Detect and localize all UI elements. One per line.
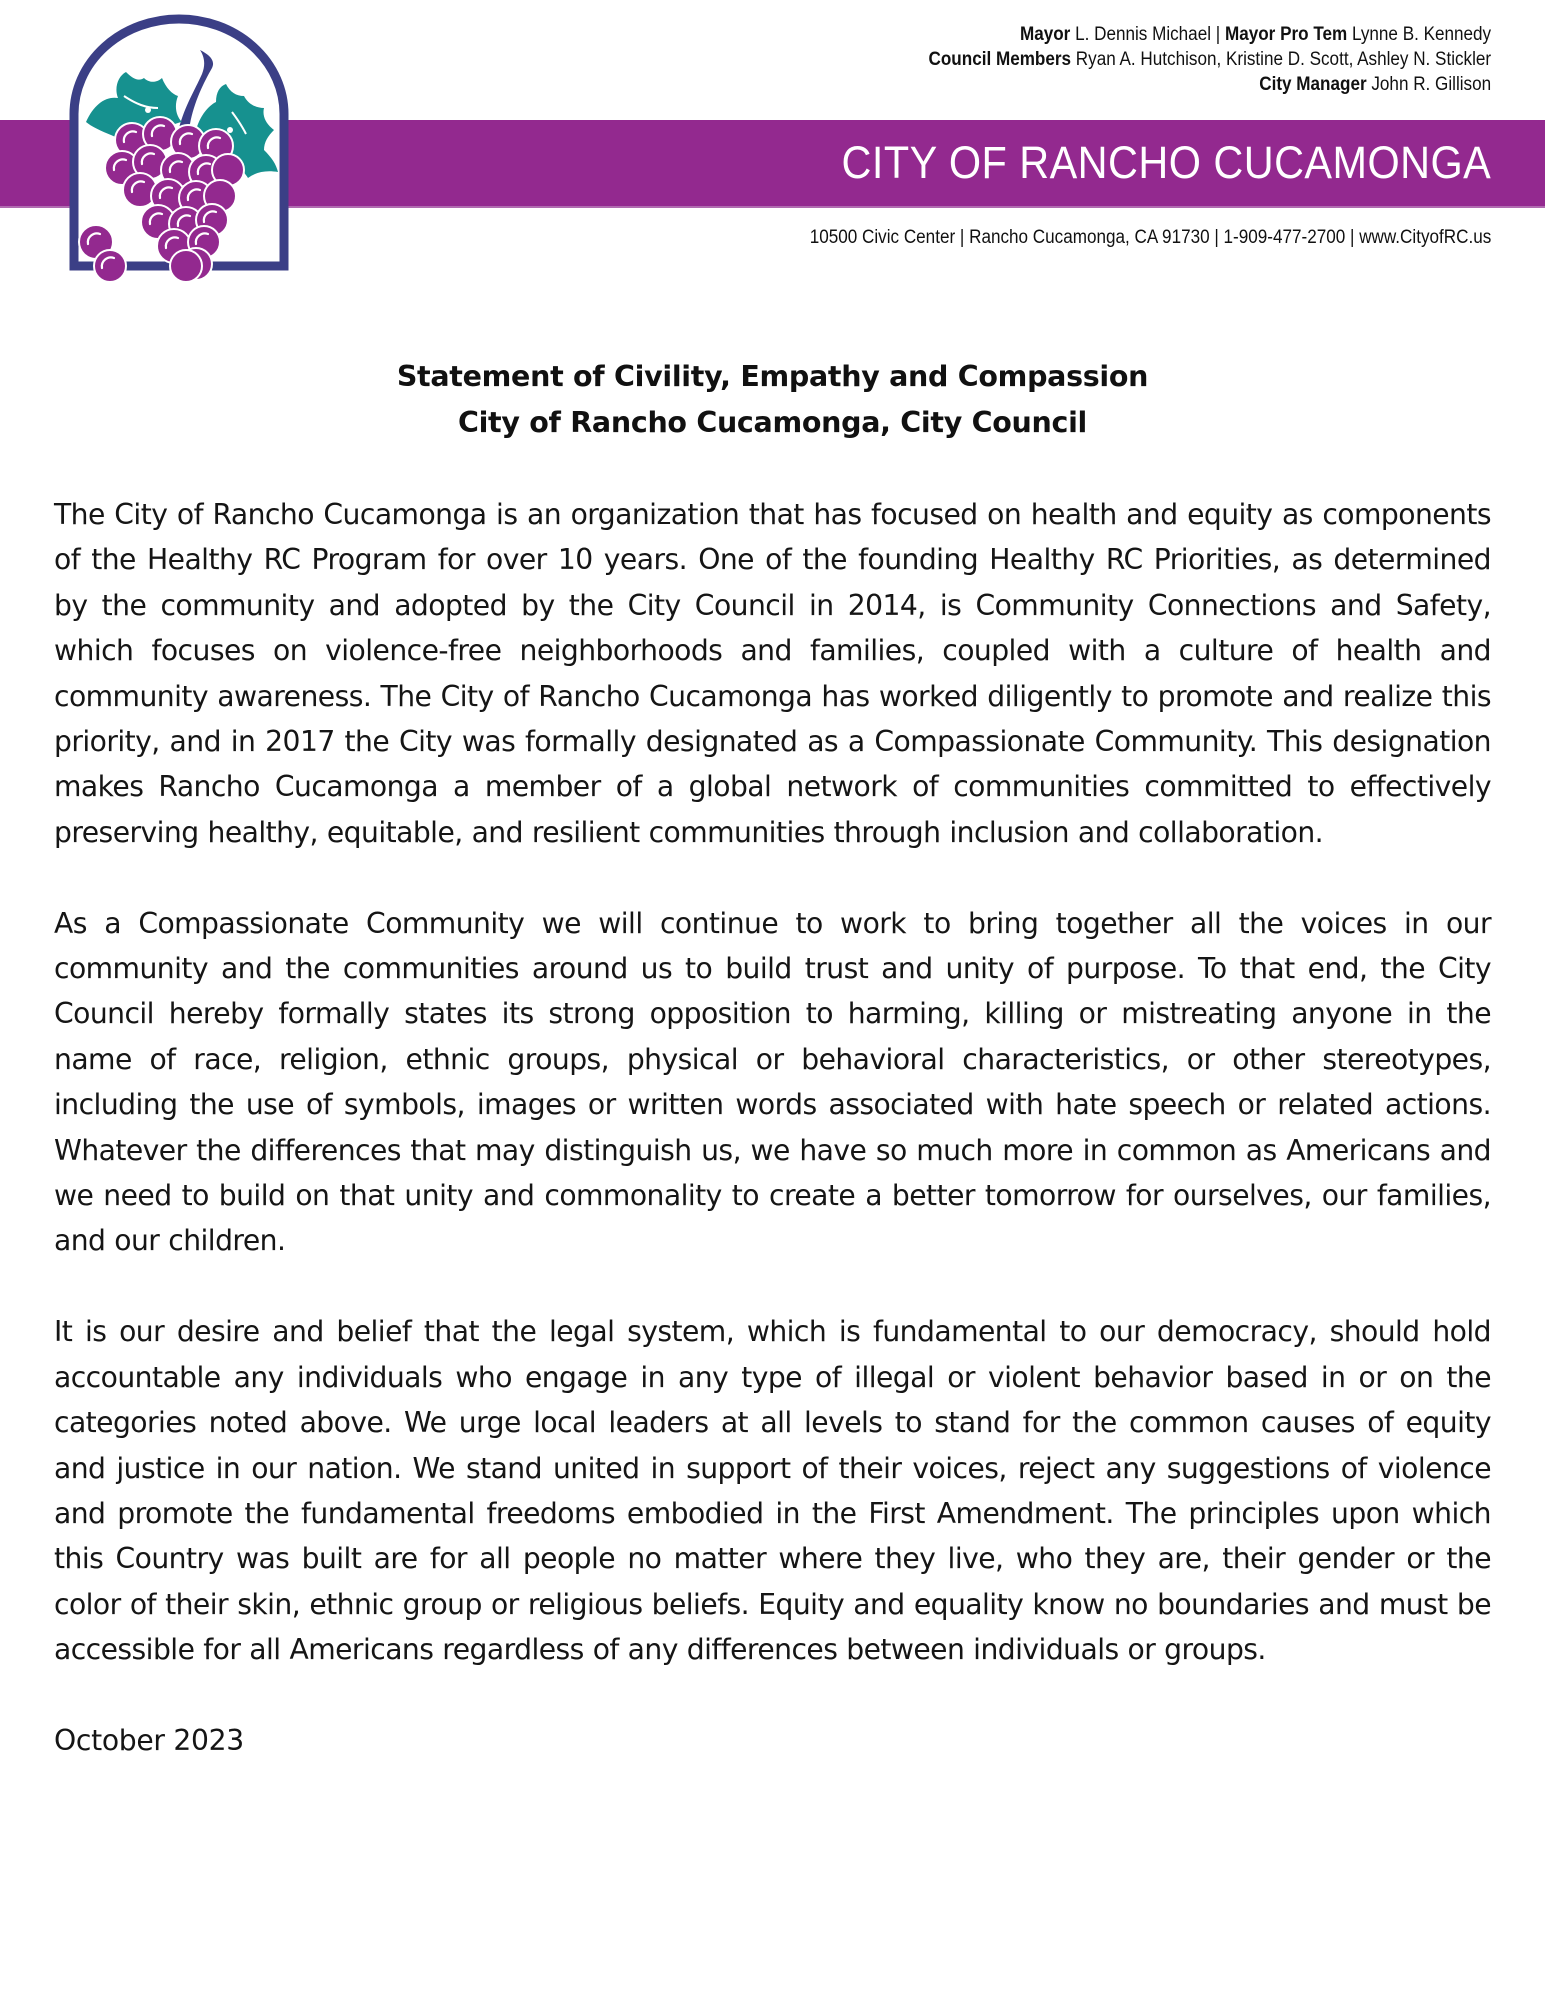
title-line-1: Statement of Civility, Empathy and Compassion (396, 360, 1149, 393)
letterhead (0, 0, 1545, 290)
city-manager-name: John R. Gillison (1371, 74, 1491, 95)
mayor-role: Mayor (1019, 24, 1071, 45)
council-members-names: Ryan A. Hutchison, Kristine D. Scott, Ashley N. Stickler (1075, 49, 1491, 70)
paragraph-2: As a Compassionate Community we will continue to work to bring together all the voices in our community and the communities around us to build trust and unity of purpose. To that end, the City Council hereby formally states its strong opposition to harming, killing or mistreating anyone in the name of race, religion, ethnic groups, physical or behavioral characteristics, or other stereotypes, including the use of symbols, images or written words associated with hate speech or related actions. Whatever the differences that may distinguish us, we have so much more in common as Americans and we need to build on that unity and commonality to create a better tomorrow for ourselves, our families, and our children. (54, 906, 1491, 1258)
mayor-name: L. Dennis Michael (1074, 24, 1211, 45)
statement-date: October 2023 (54, 1723, 244, 1757)
city-address: 10500 Civic Center | Rancho Cucamonga, CA 91730 | 1-909-477-2700 | www.CityofRC.us (809, 227, 1491, 248)
officials-line-3 (928, 72, 1491, 97)
city-name: CITY OF RANCHO CUCAMONGA (841, 137, 1491, 188)
grapes-arch-logo-icon (66, 12, 292, 286)
mayor-pro-tem-name: Lynne B. Kennedy (1351, 24, 1491, 45)
statement-body (54, 492, 1491, 1763)
officials-line-2 (928, 47, 1491, 72)
paragraph-1: The City of Rancho Cucamonga is an organization that has focused on health and equity as components of the Healthy RC Program for over 10 years. One of the founding Healthy RC Priorities, as determined by the community and adopted by the City Council in 2014, is Community Connections and Safety, which focuses on violence-free neighborhoods and families, coupled with a culture of health and community awareness. The City of Rancho Cucamonga has worked diligently to promote and realize this priority, and in 2017 the City was formally designated as a Compassionate Community. This designation makes Rancho Cucamonga a member of a global network of communities committed to effectively preserving healthy, equitable, and resilient communities through inclusion and collaboration. (54, 498, 1491, 849)
council-members-role: Council Members (928, 49, 1071, 70)
officials-line-1 (928, 22, 1491, 47)
document-title (0, 354, 1545, 446)
title-line-2: City of Rancho Cucamonga, City Council (457, 406, 1088, 439)
mayor-pro-tem-role: Mayor Pro Tem (1224, 24, 1348, 45)
paragraph-3: It is our desire and belief that the legal system, which is fundamental to our democracy, should hold accountable any individuals who engage in any type of illegal or violent behavior based in or on the categories noted above. We urge local leaders at all levels to stand for the common causes of equity and justice in our nation. We stand united in support of their voices, reject any suggestions of violence and promote the fundamental freedoms embodied in the First Amendment. The principles upon which this Country was built are for all people no matter where they live, who they are, their gender or the color of their skin, ethnic group or religious beliefs. Equity and equality know no boundaries and must be accessible for all Americans regardless of any differences between individuals or groups. (54, 1315, 1491, 1667)
city-manager-role: City Manager (1259, 74, 1367, 95)
city-officials (928, 22, 1491, 97)
separator: | (1215, 24, 1221, 45)
